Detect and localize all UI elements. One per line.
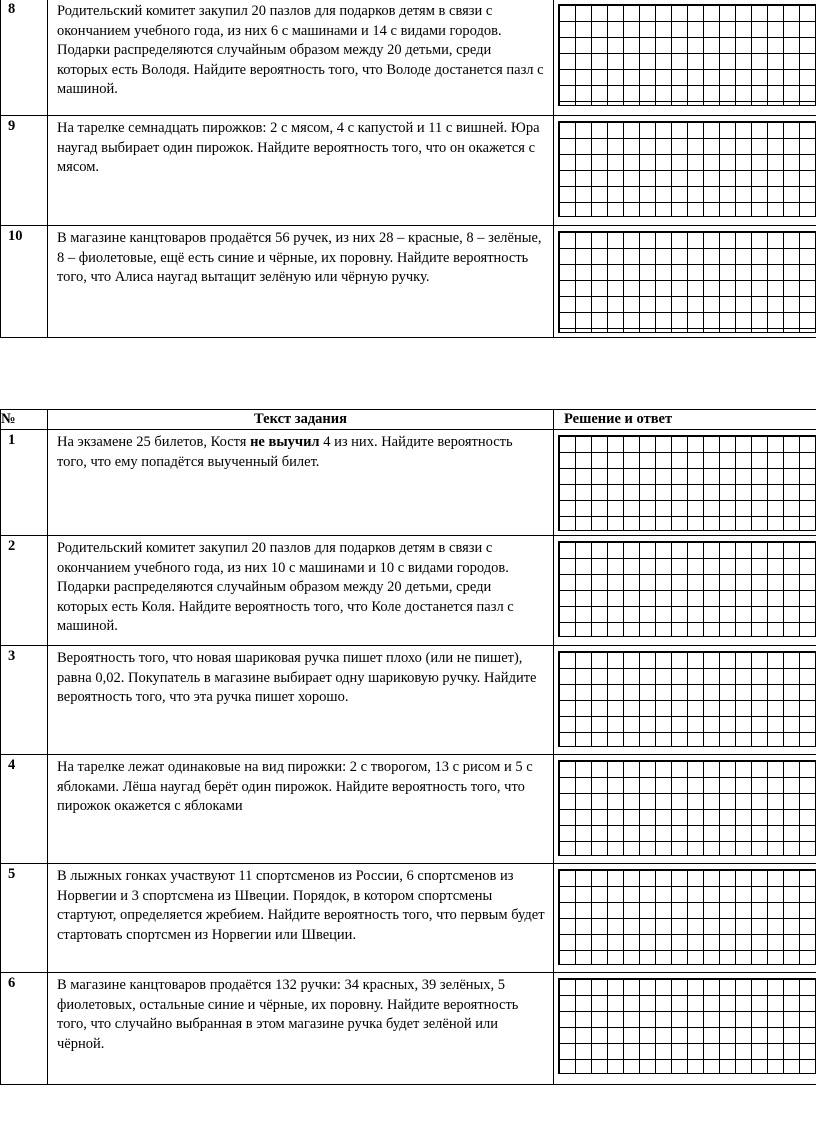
answer-grid[interactable] bbox=[558, 541, 816, 637]
table-row bbox=[1, 226, 816, 338]
task-text: Вероятность того, что новая шариковая ручка пишет плохо (или не пишет), равна 0,02. Покупатель в магазине выбирает одну шариковую ручку. Найдите вероятность того, что эта ручка пишет хорошо. bbox=[48, 646, 554, 755]
task-number: 8 bbox=[1, 0, 48, 116]
header-solution: Решение и ответ bbox=[554, 410, 816, 430]
task-text: Родительский комитет закупил 20 пазлов для подарков детям в связи с окончанием учебного года, из них 6 с машинами и 14 с видами городов. Подарки распределяются случайным образом между 20 детьми, среди которых есть Володя. Найдите вероятность того, что Володе достанется пазл с машиной. bbox=[48, 0, 554, 116]
task-number: 4 bbox=[1, 755, 48, 864]
table-row bbox=[1, 536, 816, 646]
task-table-top bbox=[0, 0, 816, 338]
header-number: № bbox=[1, 410, 48, 430]
task-number: 3 bbox=[1, 646, 48, 755]
task-number: 9 bbox=[1, 116, 48, 226]
table-row bbox=[1, 430, 816, 536]
solution-cell[interactable] bbox=[554, 646, 816, 755]
header-task-text: Текст задания bbox=[48, 410, 554, 430]
task-number: 1 bbox=[1, 430, 48, 536]
answer-grid[interactable] bbox=[558, 760, 816, 856]
task-text-part: На экзамене 25 билетов, Костя bbox=[57, 434, 251, 450]
solution-cell[interactable] bbox=[554, 755, 816, 864]
answer-grid[interactable] bbox=[558, 978, 816, 1074]
solution-cell[interactable] bbox=[554, 116, 816, 226]
task-number: 5 bbox=[1, 864, 48, 973]
task-text: В лыжных гонках участвуют 11 спортсменов из России, 6 спортсменов из Норвегии и 3 спортсмена из Швеции. Порядок, в котором спортсмены стартуют, определяется жребием. Найдите вероятность того, что первым будет стартовать спортсмен из Норвегии или Швеции. bbox=[48, 864, 554, 973]
task-text: На тарелке семнадцать пирожков: 2 с мясом, 4 с капустой и 11 с вишней. Юра наугад выбирает один пирожок. Найдите вероятность того, что он окажется с мясом. bbox=[48, 116, 554, 226]
task-number: 10 bbox=[1, 226, 48, 338]
solution-cell[interactable] bbox=[554, 0, 816, 116]
table-row bbox=[1, 973, 816, 1085]
answer-grid[interactable] bbox=[558, 121, 816, 217]
table-header-row bbox=[1, 410, 816, 430]
task-text-emphasis: не выучил bbox=[250, 434, 320, 450]
solution-cell[interactable] bbox=[554, 973, 816, 1085]
table-row bbox=[1, 0, 816, 116]
answer-grid[interactable] bbox=[558, 869, 816, 965]
answer-grid[interactable] bbox=[558, 435, 816, 531]
solution-cell[interactable] bbox=[554, 864, 816, 973]
task-text-part: 4 из них. Найдите вероятность того, что ему попадётся выученный билет. bbox=[57, 434, 513, 470]
answer-grid[interactable] bbox=[558, 231, 816, 333]
task-text: В магазине канцтоваров продаётся 132 ручки: 34 красных, 39 зелёных, 5 фиолетовых, остальные синие и чёрные, их поровну. Найдите вероятность того, что случайно выбранная в этом магазине ручка будет зелёной или чёрной. bbox=[48, 973, 554, 1085]
table-row bbox=[1, 116, 816, 226]
table-row bbox=[1, 864, 816, 973]
task-number: 2 bbox=[1, 536, 48, 646]
task-text: В магазине канцтоваров продаётся 56 ручек, из них 28 – красные, 8 – зелёные, 8 – фиолетовые, ещё есть синие и чёрные, их поровну. Найдите вероятность того, что Алиса наугад вытащит зелёную или чёрную ручку. bbox=[48, 226, 554, 338]
solution-cell[interactable] bbox=[554, 536, 816, 646]
solution-cell[interactable] bbox=[554, 430, 816, 536]
task-text bbox=[48, 430, 554, 536]
answer-grid[interactable] bbox=[558, 651, 816, 747]
table-row bbox=[1, 755, 816, 864]
table-row bbox=[1, 646, 816, 755]
task-number: 6 bbox=[1, 973, 48, 1085]
answer-grid[interactable] bbox=[558, 4, 816, 106]
task-text: На тарелке лежат одинаковые на вид пирожки: 2 с творогом, 13 с рисом и 5 с яблоками. Лёша наугад берёт один пирожок. Найдите вероятность того, что пирожок окажется с яблоками bbox=[48, 755, 554, 864]
task-text: Родительский комитет закупил 20 пазлов для подарков детям в связи с окончанием учебного года, из них 10 с машинами и 10 с видами городов. Подарки распределяются случайным образом между 20 детьми, среди которых есть Коля. Найдите вероятность того, что Коле достанется пазл с машиной. bbox=[48, 536, 554, 646]
solution-cell[interactable] bbox=[554, 226, 816, 338]
task-table-bottom bbox=[0, 409, 816, 1085]
